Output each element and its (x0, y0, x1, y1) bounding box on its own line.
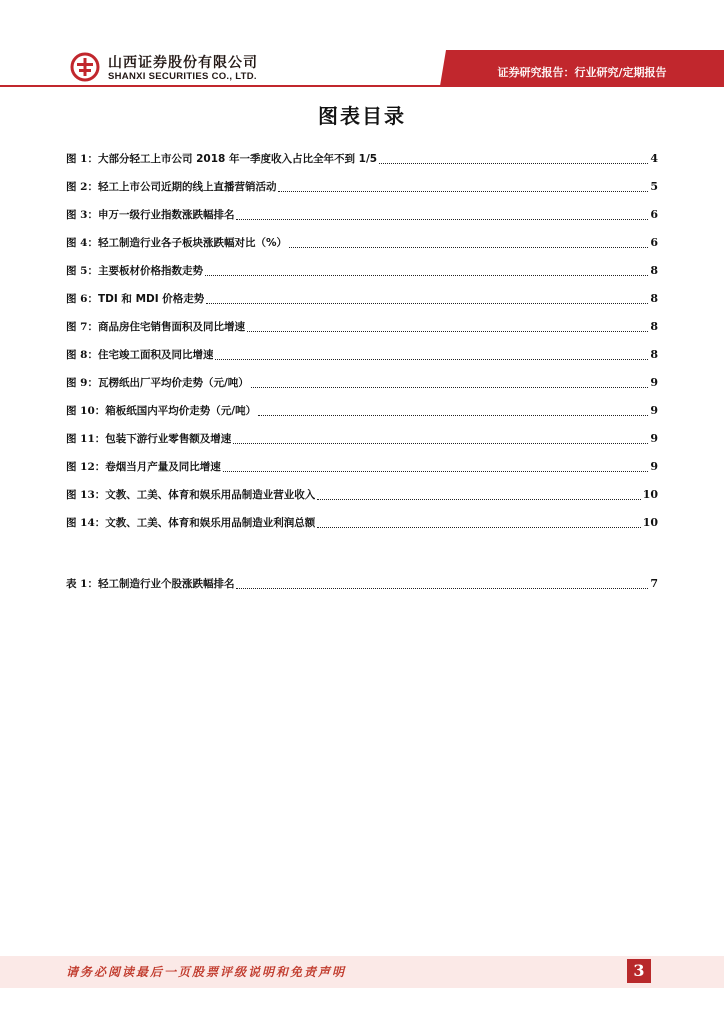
figure-entry[interactable] (66, 179, 658, 195)
dot-leader (317, 487, 640, 500)
figure-label: 图 4： (66, 237, 98, 249)
page-title: 图表目录 (318, 104, 406, 128)
table-entry[interactable] (66, 576, 658, 592)
figure-entry[interactable] (66, 207, 658, 223)
dot-leader (289, 235, 648, 248)
figure-page-number: 6 (650, 208, 658, 221)
figure-entry-title (66, 179, 276, 195)
figure-entry[interactable] (66, 151, 658, 167)
figure-entry-title (66, 319, 245, 335)
figure-entry-title (66, 431, 231, 447)
figure-label: 图 2： (66, 181, 98, 193)
figure-entry[interactable] (66, 235, 658, 251)
figure-label: 图 13： (66, 489, 106, 501)
figure-title: 文教、工美、体育和娱乐用品制造业利润总额 (105, 517, 316, 529)
figure-entry[interactable] (66, 347, 658, 363)
dot-leader (379, 151, 648, 164)
figure-label: 图 1： (66, 153, 98, 165)
figure-page-number: 6 (650, 236, 658, 249)
figure-title: 轻工制造行业各子板块涨跌幅对比（%） (97, 237, 287, 249)
figure-title: 商品房住宅销售面积及同比增速 (97, 321, 245, 333)
figure-entry-title (66, 151, 377, 167)
figure-title: 卷烟当月产量及同比增速 (105, 461, 221, 473)
figure-entry-title (66, 487, 315, 503)
figure-label: 图 8： (66, 349, 98, 361)
company-logo-icon (70, 52, 100, 82)
figure-title: 轻工上市公司近期的线上直播营销活动 (97, 181, 277, 193)
company-name-en: SHANXI SECURITIES CO., LTD. (108, 71, 257, 82)
figure-entry-title (66, 291, 204, 307)
table-page-number: 7 (650, 577, 658, 590)
figure-page-number: 9 (650, 404, 658, 417)
figure-entry[interactable] (66, 459, 658, 475)
figure-label: 图 10： (66, 405, 106, 417)
figure-label: 图 9： (66, 377, 98, 389)
figure-label: 图 5： (66, 265, 98, 277)
figure-title: TDI 和 MDI 价格走势 (97, 293, 205, 305)
table-entry-title (66, 576, 234, 592)
figure-entry[interactable] (66, 403, 658, 419)
dot-leader (247, 319, 648, 332)
figure-page-number: 5 (650, 180, 658, 193)
figure-entry-title (66, 515, 315, 531)
figure-entry-title (66, 235, 287, 251)
table-title: 轻工制造行业个股涨跌幅排名 (97, 578, 235, 590)
figure-label: 图 14： (66, 517, 106, 529)
footer-disclaimer: 请务必阅读最后一页股票评级说明和免责声明 (66, 965, 347, 979)
figure-page-number: 8 (650, 348, 658, 361)
figure-entry[interactable] (66, 515, 658, 531)
figure-title: 大部分轻工上市公司 2018 年一季度收入占比全年不到 1/5 (97, 153, 378, 165)
figure-entry-title (66, 207, 234, 223)
figure-entry-title (66, 459, 221, 475)
figure-page-number: 9 (650, 460, 658, 473)
figure-entry[interactable] (66, 487, 658, 503)
figure-title: 主要板材价格指数走势 (97, 265, 203, 277)
dot-leader (205, 263, 648, 276)
dot-leader (236, 576, 648, 589)
figure-page-number: 8 (650, 292, 658, 305)
figure-title: 箱板纸国内平均价走势（元/吨） (105, 405, 257, 417)
figure-entry-title (66, 347, 213, 363)
dot-leader (317, 515, 640, 528)
dot-leader (236, 207, 648, 220)
figure-entry[interactable] (66, 431, 658, 447)
dot-leader (206, 291, 648, 304)
figure-page-number: 8 (650, 320, 658, 333)
page-number: 3 (627, 959, 651, 983)
figure-title: 包装下游行业零售额及增速 (105, 433, 232, 445)
figure-entry-title (66, 403, 256, 419)
header-red-band (0, 0, 724, 100)
figure-title: 申万一级行业指数涨跌幅排名 (97, 209, 235, 221)
dot-leader (251, 375, 649, 388)
dot-leader (233, 431, 648, 444)
report-type-tag: 证券研究报告：行业研究/定期报告 (497, 66, 667, 79)
table-label: 表 1： (66, 578, 98, 590)
figure-title: 瓦楞纸出厂平均价走势（元/吨） (97, 377, 249, 389)
figure-page-number: 8 (650, 264, 658, 277)
figure-page-number: 10 (642, 516, 658, 529)
figure-entry[interactable] (66, 375, 658, 391)
company-name-cn: 山西证券股份有限公司 (108, 55, 258, 71)
figure-title: 文教、工美、体育和娱乐用品制造业营业收入 (105, 489, 316, 501)
figure-entry-title (66, 263, 203, 279)
figure-entry[interactable] (66, 291, 658, 307)
figure-label: 图 11： (66, 433, 106, 445)
figure-title: 住宅竣工面积及同比增速 (97, 349, 214, 361)
figure-label: 图 3： (66, 209, 98, 221)
figure-label: 图 6： (66, 293, 98, 305)
figure-entry-title (66, 375, 249, 391)
dot-leader (258, 403, 648, 416)
figure-page-number: 10 (642, 488, 658, 501)
figure-page-number: 9 (650, 432, 658, 445)
figure-label: 图 7： (66, 321, 98, 333)
dot-leader (278, 179, 648, 192)
figure-page-number: 9 (650, 376, 658, 389)
dot-leader (215, 347, 648, 360)
figure-entry[interactable] (66, 263, 658, 279)
figure-label: 图 12： (66, 461, 106, 473)
dot-leader (223, 459, 649, 472)
figure-entry[interactable] (66, 319, 658, 335)
report-header (0, 0, 724, 100)
figure-page-number: 4 (650, 152, 658, 165)
